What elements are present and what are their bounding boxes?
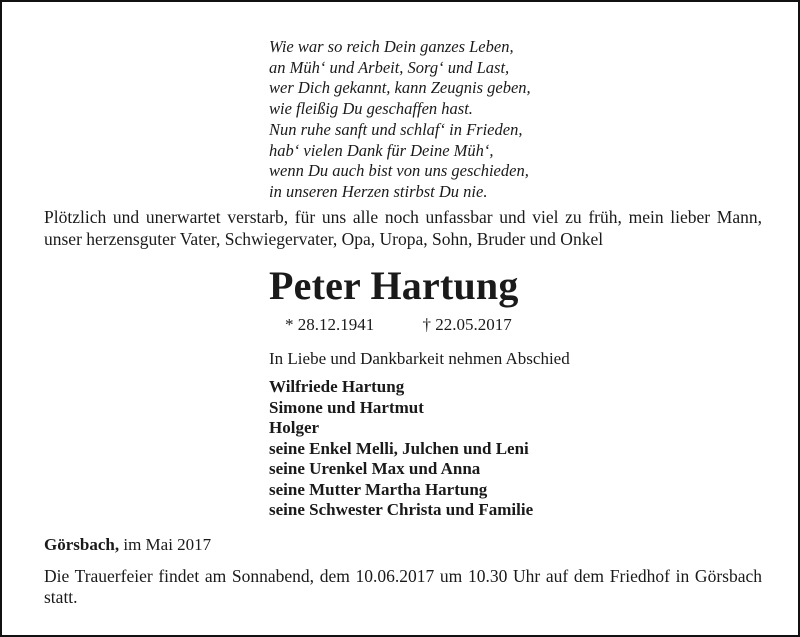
farewell-line: In Liebe und Dankbarkeit nehmen Abschied	[269, 349, 570, 368]
poem-line: wer Dich gekannt, kann Zeugnis geben,	[269, 78, 531, 98]
life-dates	[285, 315, 512, 335]
poem-line: an Müh‘ und Arbeit, Sorg‘ und Last,	[269, 57, 510, 77]
poem-line: wie fleißig Du geschaffen hast.	[269, 99, 473, 119]
place-town: Görsbach,	[44, 535, 120, 554]
mourner-item: seine Urenkel Max und Anna	[269, 459, 481, 478]
poem-line: in unseren Herzen stirbst Du nie.	[269, 181, 488, 201]
poem-line: wenn Du auch bist von uns geschieden,	[269, 161, 529, 181]
intro-text: Plötzlich und unerwartet verstarb, für uns alle noch unfassbar und viel zu früh, mein lieber Mann, unser herzensguter Vater, Schwiegervater, Opa, Uropa, Sohn, Bruder und Onkel	[44, 207, 762, 249]
mourner-item: seine Enkel Melli, Julchen und Leni	[269, 438, 529, 458]
mourner-item: Simone und Hartmut	[269, 397, 424, 417]
poem-line: Wie war so reich Dein ganzes Leben,	[269, 37, 514, 56]
mourner-item: seine Schwester Christa und Familie	[269, 500, 534, 519]
birth-date: * 28.12.1941	[285, 315, 375, 334]
deceased-name: Peter Hartung	[269, 263, 519, 308]
mourner-item: Holger	[269, 418, 320, 437]
poem-line: Nun ruhe sanft und schlaf‘ in Frieden,	[269, 119, 523, 139]
mourners-list	[269, 377, 533, 521]
place-date: im Mai 2017	[123, 535, 212, 554]
memorial-poem	[269, 37, 531, 203]
death-date: † 22.05.2017	[422, 315, 512, 334]
mourner-item: Wilfriede Hartung	[269, 377, 405, 396]
place-and-date	[44, 535, 211, 555]
mourner-item: seine Mutter Martha Hartung	[269, 479, 488, 499]
funeral-service-info: Die Trauerfeier findet am Sonnabend, dem 10.06.2017 um 10.30 Uhr auf dem Friedhof in Görsbach statt.	[44, 566, 762, 607]
poem-line: hab‘ vielen Dank für Deine Müh‘,	[269, 140, 494, 160]
